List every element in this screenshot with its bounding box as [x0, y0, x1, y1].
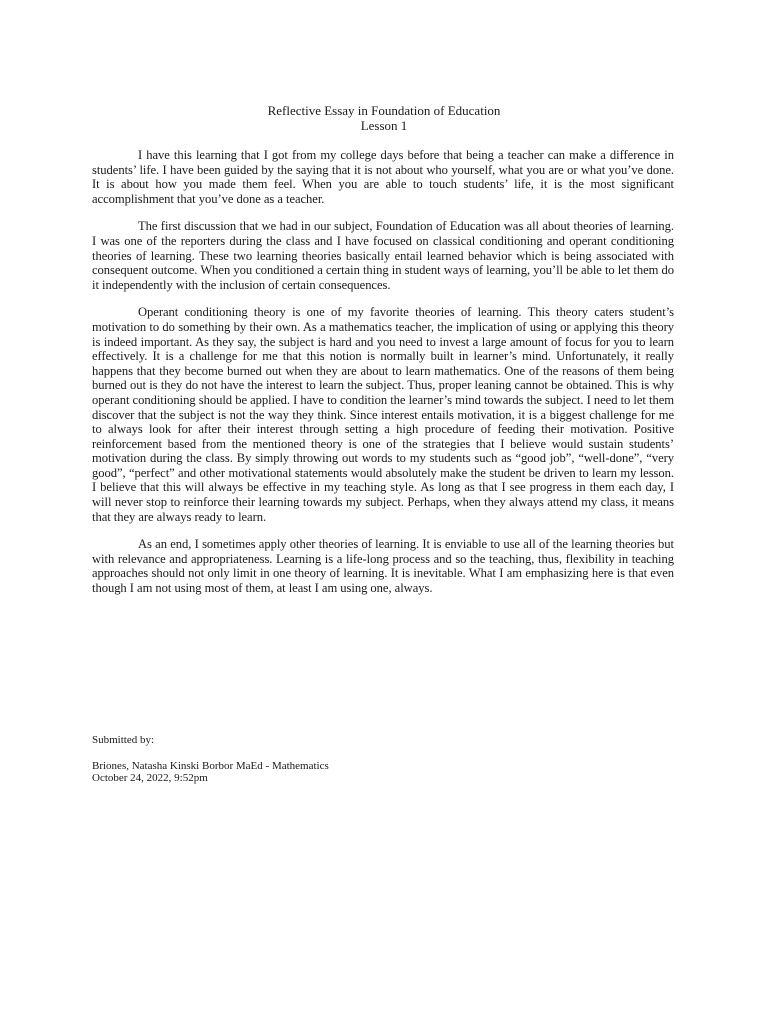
essay-title: Reflective Essay in Foundation of Education: [267, 103, 501, 118]
paragraph-1: I have this learning that I got from my college days before that being a teacher can make a difference in students’ life. I have been guided by the saying that it is not about who yourself, what you are or what you’ve done. It is about how you made them feel. When you are able to touch students’ life, it is the most significant accomplishment that you’ve done as a teacher.: [92, 148, 674, 206]
essay-subtitle: Lesson 1: [360, 118, 408, 133]
title-block: [0, 103, 768, 133]
paragraph-2: The first discussion that we had in our subject, Foundation of Education was all about theories of learning. I was one of the reporters during the class and I have focused on classical conditioning and operant conditioning theories of learning. These two learning theories basically entail learned behavior which is being associated with consequent outcome. When you conditioned a certain thing in student ways of learning, you’ll be able to let them do it independently with the inclusion of certain consequences.: [92, 219, 674, 292]
submission-block: [92, 734, 492, 785]
author-line: Briones, Natasha Kinski Borbor MaEd - Mathematics: [92, 759, 329, 772]
paragraph-4: As an end, I sometimes apply other theories of learning. It is enviable to use all of the learning theories but with relevance and appropriateness. Learning is a life-long process and so the teaching, thus, flexibility in teaching approaches should not only limit in one theory of learning. It is inevitable. What I am emphasizing here is that even though I am not using most of them, at least I am using one, always.: [92, 537, 674, 596]
date-line: October 24, 2022, 9:52pm: [92, 772, 208, 784]
submitted-by-label: Submitted by:: [92, 734, 155, 746]
essay-body: [92, 148, 674, 609]
paragraph-3: Operant conditioning theory is one of my favorite theories of learning. This theory caters student’s motivation to do something by their own. As a mathematics teacher, the implication of using or applying this theory is indeed important. As they say, the subject is hard and you need to invest a large amount of focus for you to learn effectively. It is a challenge for me that this notion is normally built in learner’s mind. Unfortunately, it really happens that they become burned out when they are about to learn mathematics. One of the reasons of them being burned out is they do not have the interest to learn the subject. Thus, proper leaning cannot be obtained. This is why operant conditioning should be applied. I have to condition the learner’s mind towards the subject. I need to let them discover that the subject is not the way they think. Since interest entails motivation, it is a biggest challenge for me to always look for after their interest through setting a high procedure of feeding their motivation. Positive reinforcement based from the mentioned theory is one of the strategies that I believe would sustain students’ motivation during the class. By simply throwing out words to my students such as “good job”, “well-done”, “very good”, “perfect” and other motivational statements would absolutely make the student be driven to learn my lesson. I believe that this will always be effective in my teaching style. As long as that I see progress in them each day, I will never stop to reinforce their learning towards my subject. Perhaps, when they always attend my class, it means that they are always ready to learn.: [92, 305, 674, 524]
